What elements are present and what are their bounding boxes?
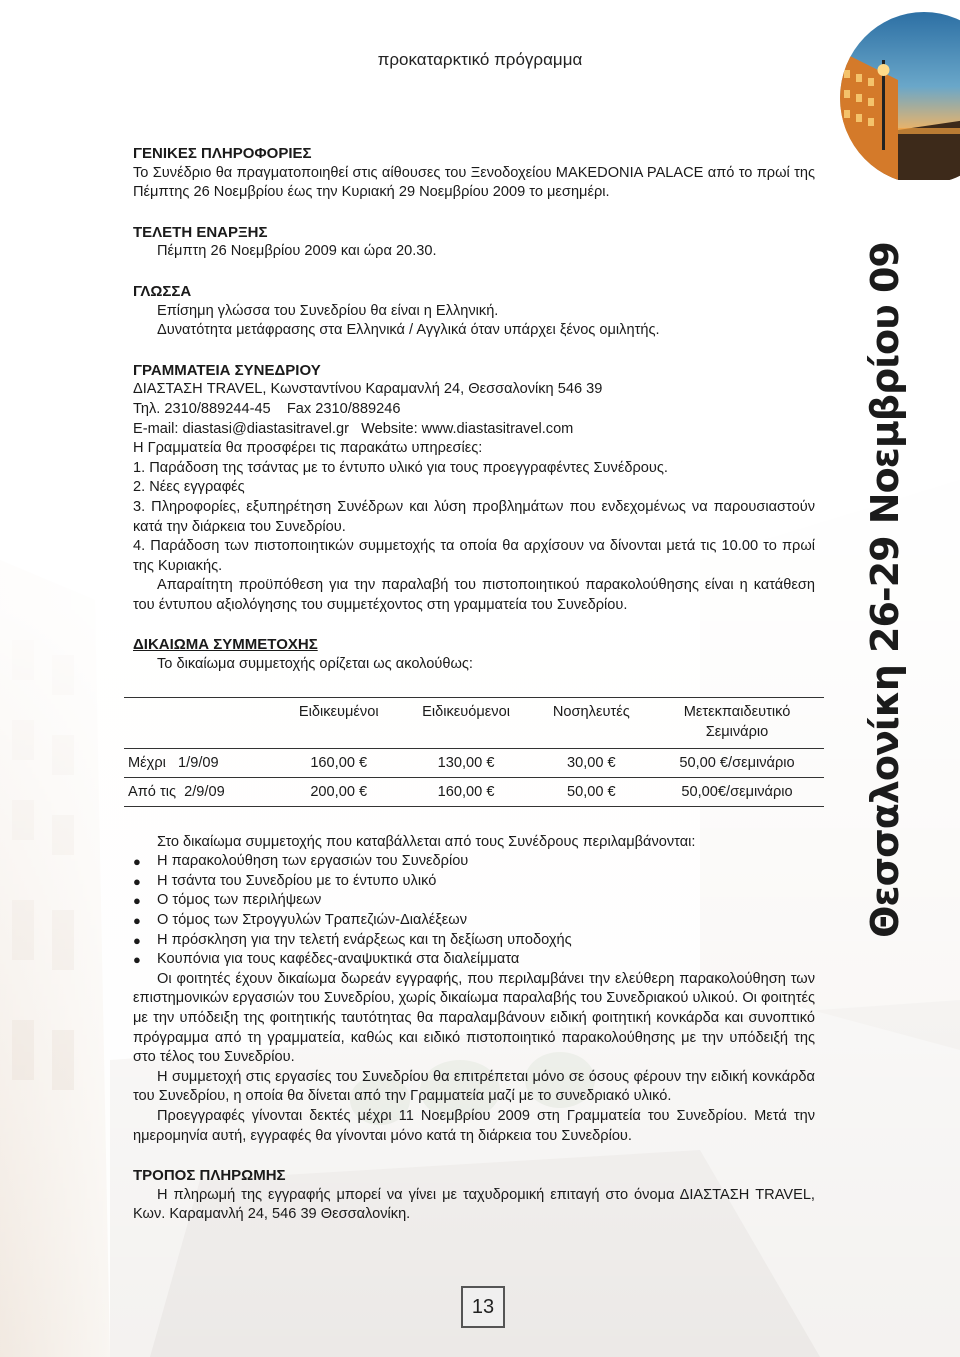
city-photo-logo	[838, 10, 960, 180]
fee-includes-list	[133, 852, 815, 970]
fee-column-header: Μετεκπαιδευτικό Σεμινάριο	[650, 697, 824, 748]
language-heading: ΓΛΩΣΣΑ	[133, 282, 192, 300]
list-item	[133, 872, 815, 892]
secretariat-service-3: 3. Πληροφορίες, εξυπηρέτηση Συνέδρων και λύση προβλημάτων που ενδεχομένως να παρουσιαστούν κατά την διάρκεια του Συνεδρίου.	[133, 498, 815, 535]
secretariat-service-4: 4. Παράδοση των πιστοποιητικών συμμετοχής τα οποία θα αρχίσουν να δίνονται μετά τις 10.00 το πρωί της Κυριακής.	[133, 538, 815, 574]
fee-cell: 200,00 €	[278, 777, 399, 806]
list-item-text: Η τσάντα του Συνεδρίου με το έντυπο υλικό	[157, 872, 437, 889]
secretariat-email: E-mail: diastasi@diastasitravel.gr Website: www.diastasitravel.com	[133, 420, 574, 437]
opening-text: Πέμπτη 26 Νοεμβρίου 2009 και ώρα 20.30.	[157, 243, 437, 260]
bullet-icon: ●	[133, 854, 141, 870]
opening-heading: ΤΕΛΕΤΗ ΕΝΑΡΞΗΣ	[133, 223, 268, 241]
secretariat-phone: Τηλ. 2310/889244-45 Fax 2310/889246	[133, 400, 401, 417]
language-line-1: Επίσημη γλώσσα του Συνεδρίου θα είναι η Ελληνική.	[157, 302, 499, 319]
list-item	[133, 931, 815, 951]
list-item	[133, 852, 815, 872]
fee-cell: 160,00 €	[278, 748, 399, 777]
main-content	[128, 144, 815, 1225]
bullet-icon: ●	[133, 932, 141, 948]
payment-text: Η πληρωμή της εγγραφής μπορεί να γίνει με ταχυδρομική επιταγή στο όνομα ΔΙΑΣΤΑΣΗ TRAVEL, Κων. Καραμανλή 24, 546 39 Θεσσαλονίκη.	[133, 1186, 815, 1223]
list-item-text: Κουπόνια για τους καφέδες-αναψυκτικά στα διαλείμματα	[157, 951, 520, 968]
secretariat-address: ΔΙΑΣΤΑΣΗ TRAVEL, Κωνσταντίνου Καραμανλή 24, Θεσσαλονίκη 546 39	[133, 381, 603, 398]
fee-cell: 30,00 €	[533, 748, 650, 777]
secretariat-services-intro: Η Γραμματεία θα προσφέρει τις παρακάτω υπηρεσίες:	[133, 440, 483, 457]
list-item-text: Η πρόσκληση για την τελετή ενάρξεως και τη δεξίωση υποδοχής	[157, 931, 572, 948]
fee-column-header: Νοσηλευτές	[533, 697, 650, 748]
side-title-text: Θεσσαλονίκη 26-29 Νοεμβρίου 09	[863, 242, 907, 938]
list-item	[133, 911, 815, 931]
bullet-icon: ●	[133, 893, 141, 909]
fee-preregistration-text: Προεγγραφές γίνονται δεκτές μέχρι 11 Νοεμβρίου 2009 στη Γραμματεία του Συνεδρίου. Μετά την ημερομηνία αυτή, εγγραφές θα γίνονται μόνο κατά τη διάρκεια του Συνεδρίου.	[133, 1107, 815, 1144]
fee-cell: 50,00€/σεμινάριο	[650, 777, 824, 806]
list-item	[133, 950, 815, 970]
fee-intro: Το δικαίωμα συμμετοχής ορίζεται ως ακολούθως:	[157, 656, 473, 673]
fee-row-label: Μέχρι 1/9/09	[124, 748, 278, 777]
secretariat-service-1: 1. Παράδοση της τσάντας με το έντυπο υλικό για τους προεγγραφέντες Συνέδρους.	[133, 459, 668, 476]
fee-cell: 50,00 €	[533, 777, 650, 806]
list-item-text: Η παρακολούθηση των εργασιών του Συνεδρίου	[157, 853, 469, 870]
general-heading: ΓΕΝΙΚΕΣ ΠΛΗΡΟΦΟΡΙΕΣ	[133, 145, 312, 162]
page-number: 13	[461, 1286, 505, 1328]
table-row	[124, 748, 824, 777]
fee-table-header-row	[124, 697, 824, 748]
general-text: Το Συνέδριο θα πραγματοποιηθεί στις αίθουσες του Ξενοδοχείου MAKEDONIA PALACE από το πρωί της Πέμπτης 26 Νοεμβρίου έως την Κυριακή 29 Νοεμβρίου 2009 το μεσημέρι.	[133, 164, 815, 201]
list-item	[133, 891, 815, 911]
bullet-icon: ●	[133, 873, 141, 889]
fee-cell: 160,00 €	[399, 777, 532, 806]
fee-column-header: Ειδικευόμενοι	[399, 697, 532, 748]
list-item-text: Ο τόμος των Στρογγυλών Τραπεζιών-Διαλέξεων	[157, 912, 467, 929]
fee-badge-text: Η συμμετοχή στις εργασίες του Συνεδρίου θα επιτρέπεται μόνο σε όσους φέρουν την ειδική κονκάρδα του Συνεδρίου, η οποία θα δίνεται από την Γραμματεία μαζί με το συνεδριακό υλικό.	[133, 1068, 815, 1105]
fee-row-label: Από τις 2/9/09	[124, 777, 278, 806]
fee-cell: 50,00 €/σεμινάριο	[650, 748, 824, 777]
secretariat-prerequisite: Απαραίτητη προϋπόθεση για την παραλαβή του πιστοποιητικού παρακολούθησης είναι η κατάθεση του έντυπου αξιολόγησης του συμμετέχοντος στη γραμματεία του Συνεδρίου.	[133, 577, 815, 613]
fee-column-header: Ειδικευμένοι	[278, 697, 399, 748]
language-line-2: Δυνατότητα μετάφρασης στα Ελληνικά / Αγγλικά όταν υπάρχει ξένος ομιλητής.	[157, 322, 660, 339]
fee-table-corner	[124, 697, 278, 748]
secretariat-service-2: 2. Νέες εγγραφές	[133, 479, 245, 496]
page-header-title: προκαταρκτικό πρόγραμμα	[377, 50, 583, 69]
fee-includes-intro: Στο δικαίωμα συμμετοχής που καταβάλλεται από τους Συνέδρους περιλαμβάνονται:	[157, 833, 696, 850]
bullet-icon: ●	[133, 913, 141, 929]
fee-table	[124, 697, 824, 807]
bullet-icon: ●	[133, 952, 141, 968]
table-row	[124, 777, 824, 806]
fee-students-text: Οι φοιτητές έχουν δικαίωμα δωρεάν εγγραφής, που περιλαμβάνει την ελεύθερη παρακολούθηση των επιστημονικών εργασιών του Συνεδρίου, χωρίς δικαίωμα παραλαβής του Συνεδριακού υλικού. Οι φοιτητές με την υπόδειξη της φοιτητικής ταυτότητας θα παραλαμβάνουν ειδική φοιτητική κονκάρδα και συνοπτικό πρόγραμμα από τη γραμματεία, καθώς και ειδικό πιστοποιητικό παρακολούθησης με την υπόδειξή της στο τέλος του Συνεδρίου.	[133, 970, 815, 1066]
payment-heading: ΤΡΟΠΟΣ ΠΛΗΡΩΜΗΣ	[133, 1167, 286, 1185]
list-item-text: Ο τόμος των περιλήψεων	[157, 892, 322, 909]
fee-cell: 130,00 €	[399, 748, 532, 777]
secretariat-heading: ΓΡΑΜΜΑΤΕΙΑ ΣΥΝΕΔΡΙΟΥ	[133, 361, 321, 379]
fee-heading: ΔΙΚΑΙΩΜΑ ΣΥΜΜΕΤΟΧΗΣ	[133, 636, 318, 654]
